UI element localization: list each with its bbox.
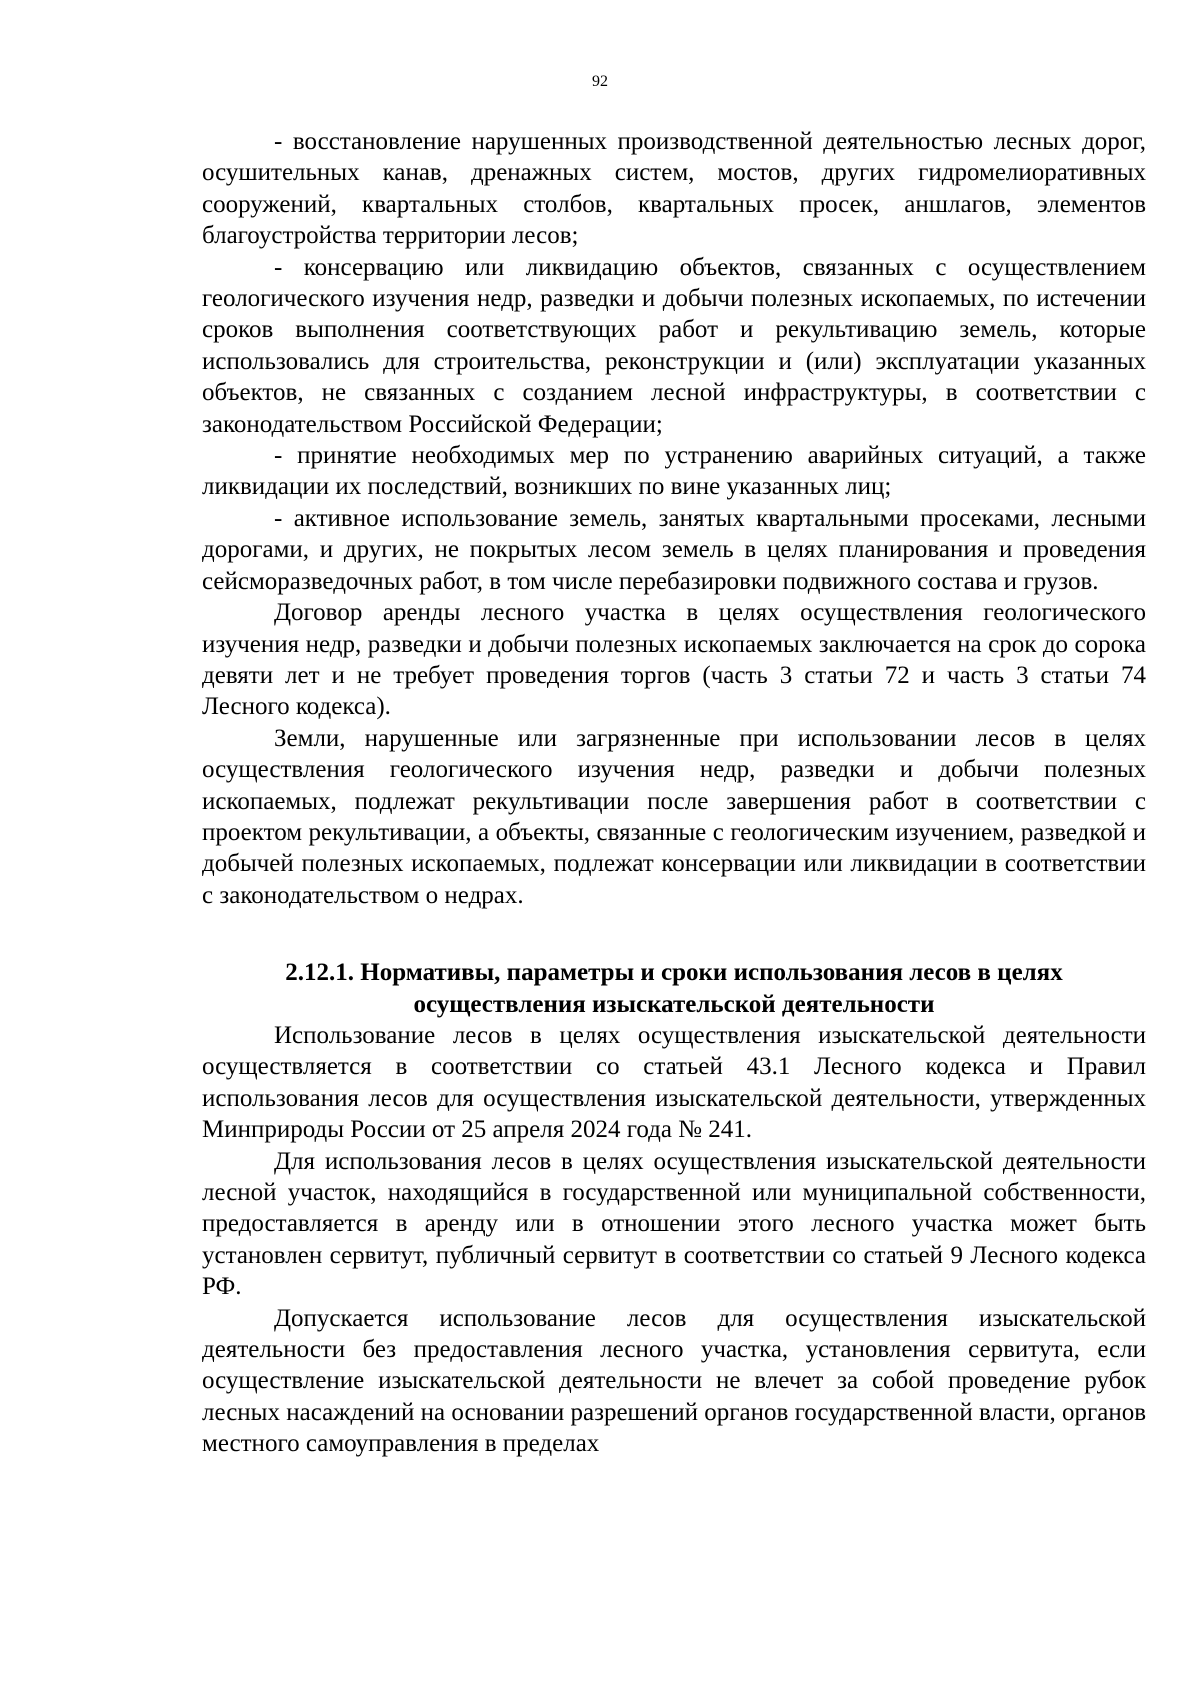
list-item-conservation: - консервацию или ликвидацию объектов, связанных с осуществлением геологического изучения недр, разведки и добычи полезных ископаемых, по истечении сроков выполнения соответствующих работ и рекультивацию земель, которые использовались для строительства, реконструкции и (или) эксплуатации указанных объектов, не связанных с созданием лесной инфраструктуры, в соответствии с законодательством Российской Федерации; (202, 253, 1146, 438)
paragraph-land-recultivation: Земли, нарушенные или загрязненные при использовании лесов в целях осуществления геологического изучения недр, разведки и добычи полезных ископаемых, подлежат рекультивации после завершения работ в соответствии с проектом рекультивации, а объекты, связанные с геологическим изучением, разведкой и добычей полезных ископаемых, подлежат консервации или ликвидации в соответствии с законодательством о недрах. (202, 724, 1146, 909)
section-heading (202, 957, 1146, 1020)
list-item-restoration: - восстановление нарушенных производственной деятельностью лесных дорог, осушительных канав, дренажных систем, мостов, других гидромелиоративных сооружений, квартальных столбов, квартальных просек, аншлагов, элементов благоустройства территории лесов; (202, 128, 1146, 250)
section-heading-line-2: осуществления изыскательской деятельности (413, 990, 935, 1018)
paragraph-survey-use-basis: Использование лесов в целях осуществления изыскательской деятельности осуществляется в соответствии со статьей 43.1 Лесного кодекса и Правил использования лесов для осуществления изыскательской деятельности, утвержденных Минприроды России от 25 апреля 2024 года № 241. (202, 1021, 1146, 1144)
list-item-active-land-use: - активное использование земель, занятых квартальными просеками, лесными дорогами, и других, не покрытых лесом земель в целях планирования и проведения сейсморазведочных работ, в том числе перебазировки подвижного состава и грузов. (202, 504, 1146, 595)
list-item-emergency-measures: - принятие необходимых мер по устранению аварийных ситуаций, а также ликвидации их последствий, возникших по вине указанных лиц; (202, 442, 1146, 501)
paragraph-lease-agreement: Договор аренды лесного участка в целях осуществления геологического изучения недр, разведки и добычи полезных ископаемых заключается на срок до сорока девяти лет и не требует проведения торгов (часть 3 статьи 72 и часть 3 статьи 74 Лесного кодекса). (202, 599, 1146, 721)
section-heading-line-1: 2.12.1. Нормативы, параметры и сроки использования лесов в целях (285, 959, 1063, 987)
page-content (202, 126, 1146, 1460)
paragraph-survey-lease: Для использования лесов в целях осуществления изыскательской деятельности лесной участок, находящийся в государственной или муниципальной собственности, предоставляется в аренду или в отношении этого лесного участка может быть установлен сервитут, публичный сервитут в соответствии со статьей 9 Лесного кодекса РФ. (202, 1147, 1146, 1301)
paragraph-survey-without-plot: Допускается использование лесов для осуществления изыскательской деятельности без предоставления лесного участка, установления сервитута, если осуществление изыскательской деятельности не влечет за собой проведение рубок лесных насаждений на основании разрешений органов государственной власти, органов местного самоуправления в пределах (202, 1304, 1146, 1458)
page-number: 92 (592, 73, 608, 90)
